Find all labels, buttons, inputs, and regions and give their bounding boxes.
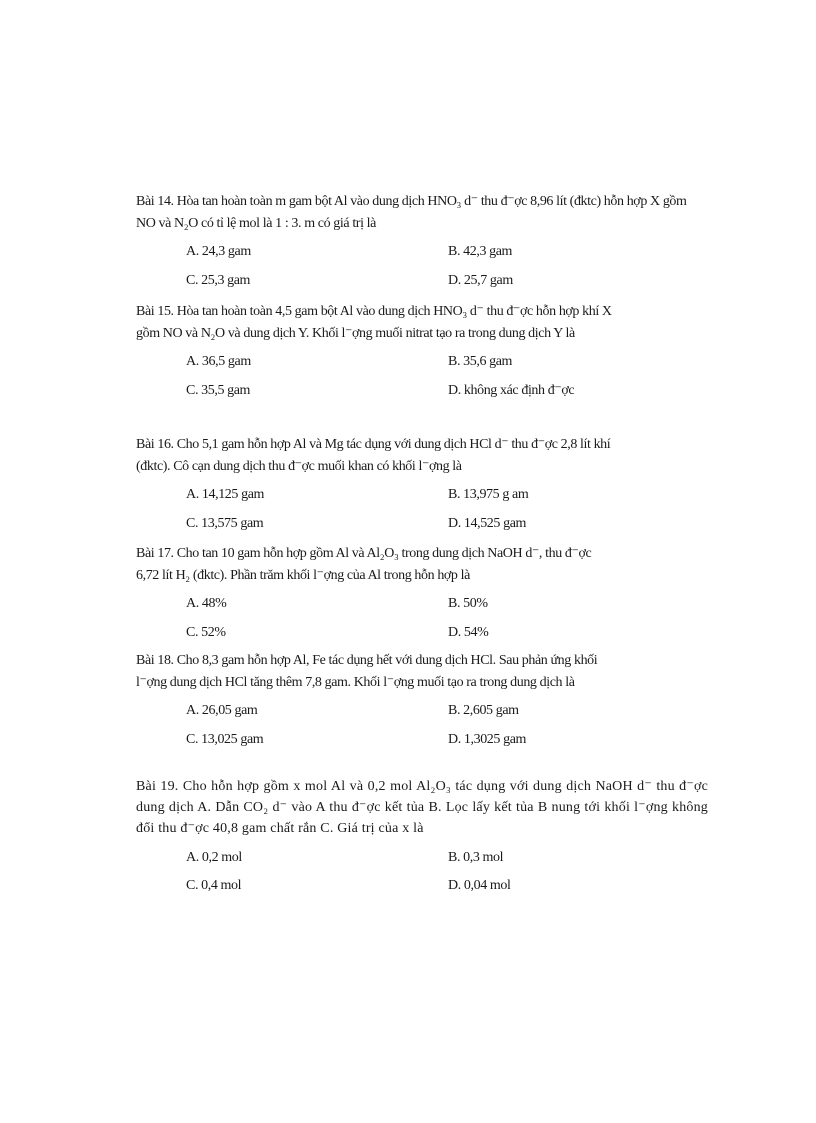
question-stem: Bài 14. Hòa tan hoàn toàn m gam bột Al vào dung dịch HNO₃ d⁻ thu đ⁻ợc 8,96 lít (đktc) hỗn hợp X gồm NO và N₂O có tỉ lệ mol là 1 : 3. m có giá trị là [136,194,687,231]
option-b: B. 0,3 mol [448,850,504,865]
option-d: D. 0,04 mol [448,878,511,893]
option-a: A. 26,05 gam [186,703,258,718]
question-18 [136,650,708,758]
option-c: C. 0,4 mol [186,878,242,893]
option-b: B. 35,6 gam [448,354,513,369]
option-b: B. 50% [448,596,488,611]
option-c: C. 35,5 gam [186,383,251,398]
question-stem: Bài 19. Cho hỗn hợp gồm x mol Al và 0,2 mol Al₂O₃ tác dụng với dung dịch NaOH d⁻ thu đ⁻ợc dung dịch A. Dẫn CO₂ d⁻ vào A thu đ⁻ợc kết tủa B. Lọc lấy kết tủa B nung tới khối l⁻ợng không đổi thu đ⁻ợc 40,8 gam chất rắn C. Giá trị của x là [136,779,708,836]
option-c: C. 25,3 gam [186,273,251,288]
option-c: C. 13,575 gam [186,516,264,531]
answer-options [136,700,708,758]
question-15 [136,301,708,409]
question-17 [136,543,708,651]
option-b: B. 2,605 gam [448,703,519,718]
question-stem: Bài 17. Cho tan 10 gam hỗn hợp gồm Al và Al₂O₃ trong dung dịch NaOH d⁻, thu đ⁻ợc 6,72 lít H₂ (đktc). Phần trăm khối l⁻ợng của Al trong hỗn hợp là [136,546,592,583]
option-a: A. 36,5 gam [186,354,251,369]
answer-options [136,241,708,299]
question-stem: Bài 16. Cho 5,1 gam hỗn hợp Al và Mg tác dụng với dung dịch HCl d⁻ thu đ⁻ợc 2,8 lít khí (đktc). Cô cạn dung dịch thu đ⁻ợc muối khan có khối l⁻ợng là [136,437,611,474]
option-d: D. 54% [448,625,489,640]
question-19 [136,776,708,903]
option-a: A. 14,125 gam [186,487,265,502]
option-a: A. 24,3 gam [186,244,251,259]
question-16 [136,434,708,542]
option-d: D. 14,525 gam [448,516,527,531]
option-b: B. 42,3 gam [448,244,513,259]
option-d: D. 25,7 gam [448,273,513,288]
option-b: B. 13,975 g am [448,487,529,502]
option-a: A. 0,2 mol [186,850,242,865]
answer-options [136,484,708,542]
option-d: D. 1,3025 gam [448,732,527,747]
option-c: C. 52% [186,625,226,640]
question-14 [136,191,708,299]
question-stem: Bài 15. Hòa tan hoàn toàn 4,5 gam bột Al vào dung dịch HNO₃ d⁻ thu đ⁻ợc hỗn hợp khí X gồm NO và N₂O và dung dịch Y. Khối l⁻ợng muối nitrat tạo ra trong dung dịch Y là [136,304,612,341]
question-stem: Bài 18. Cho 8,3 gam hỗn hợp Al, Fe tác dụng hết với dung dịch HCl. Sau phản ứng khối l⁻ợng dung dịch HCl tăng thêm 7,8 gam. Khối l⁻ợng muối tạo ra trong dung dịch là [136,653,598,690]
option-d: D. không xác định đ⁻ợc [448,383,575,398]
option-c: C. 13,025 gam [186,732,264,747]
answer-options [136,351,708,409]
answer-options [136,593,708,651]
answer-options [136,847,708,903]
option-a: A. 48% [186,596,227,611]
